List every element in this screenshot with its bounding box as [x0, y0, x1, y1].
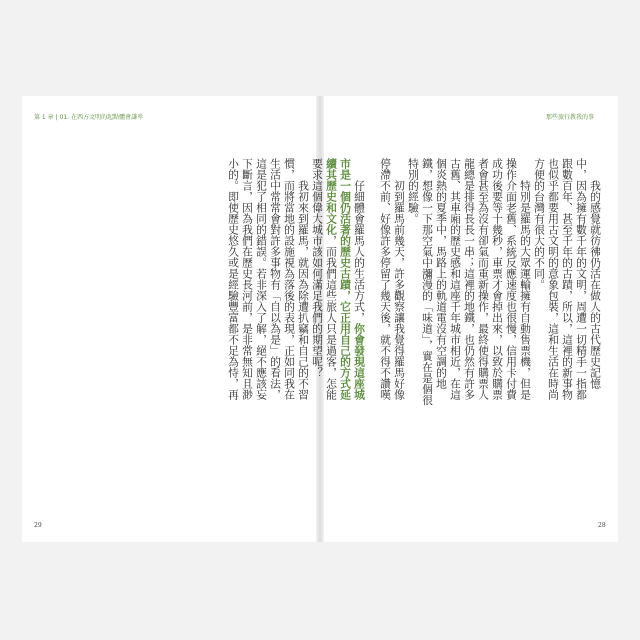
left-page-text [226, 158, 366, 410]
page-number-right: 28 [598, 522, 606, 529]
paragraph [310, 158, 366, 410]
page-number-left: 29 [34, 522, 42, 529]
paragraph-head: 仔細體會羅馬人的生活方式， [353, 179, 366, 323]
running-header-chapter [34, 112, 143, 121]
running-header-book-title: 那些旅行教我的事 [546, 114, 595, 121]
paragraph: 我初來到羅馬，就因為除遭扒竊和自己的不習慣，而將當地的設施視為落後的表現，正如同我在生活中常常會對許多事物有「自以為是」的看法，這是犯了相同的錯誤。若非深入了解，絕不應該妄下斷言，因為我們在歷史長河前，是非常無知且渺小的。即使歷史悠久或是經驗豐富都不足為恃，再 [227, 158, 310, 400]
paragraph: 特別是羅馬的大眾運輸擁有自動售票機，但是操作介面老舊、系統反應速度也很慢，信用卡付費成功後要等十幾秒，車票才會掉出來，以致於購票者會甚至為沒有卻氣而重新操作，最終使得購票人龍總是排得長長一串；這裡的地鐵，也仍然有許多古舊、其車廂的歷史感和這座千年城市相近，在這個炎熱的夏季中，馬路上的軌道電沒有空調的地鐵，想像一下那空氣中瀰漫的「味道」，實在是個很特別的經驗。 [407, 158, 532, 406]
chapter-label: 第 1 章 [34, 114, 54, 121]
chapter-title: 01. 在西方文明的起點體會謙卑 [59, 114, 144, 121]
paragraph: 我的感覺就彷彿仍活在做人的古代歷史記憶中，因為擁有數千年的文明，周遭一切精手一指都跟數百年、甚至千年的古蹟，所以，這裡的新事物也似乎都要用古文明的意象包裝，這和生活在時尚方便的台灣有很大的不同。 [533, 158, 602, 400]
highlighted-sentence: 你會發現這座城市是一個仍活著的歷史古蹟，它正用自己的方式延續其歷史和文化 [325, 158, 366, 400]
paragraph-tail: ，而我們這些旅人只是過客，怎能要求這個偉大城市該如何滿足我們的期望呢？ [311, 158, 338, 400]
right-page-text [378, 158, 602, 410]
paragraph: 初到羅馬前幾天，許多觀察讓我覺得羅馬好像停滯不前、好像許多停留了幾天後，就不得不讚嘆 [379, 158, 406, 400]
header-separator: | [55, 114, 58, 121]
